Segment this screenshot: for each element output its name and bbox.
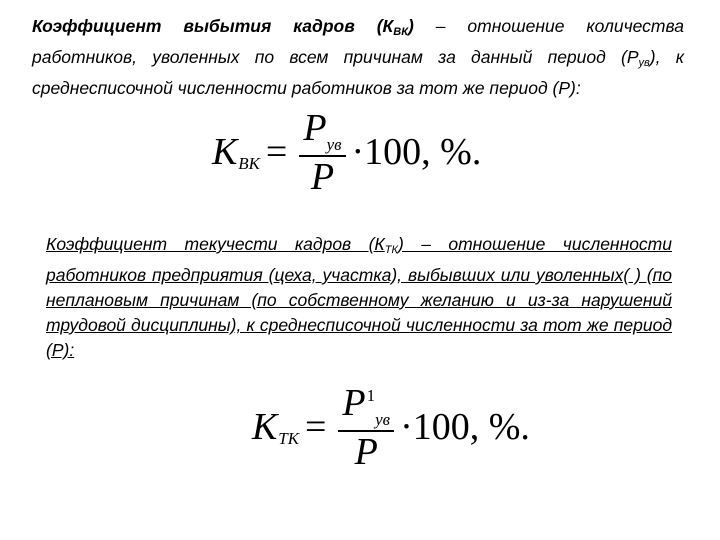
definition2-text-b: ) – отношение численности работников предприятия (цеха, участка), выбывших или уволенных( ) (по неплановым причинам (по собственному желанию и из-за нарушений трудовой дисциплины), к среднесписочной численности за тот же период (Р): — [46, 234, 672, 360]
definition2-subscript: ТК — [384, 244, 398, 256]
equals-sign: = — [265, 131, 288, 174]
definition-text-b: ), к среднесписочной численности работников за тот же период (Р): — [32, 47, 684, 98]
numerator-subscript: ув — [326, 135, 342, 154]
formula2-lhs-subscript: ТК — [278, 429, 299, 449]
definition-text-a: – отношение количества работников, уволенных по всем причинам за данный период (Р — [32, 16, 684, 67]
formula-tail: ·100, %. — [400, 406, 530, 449]
denominator: P — [354, 430, 378, 473]
term-close: ) — [408, 16, 414, 36]
equals-sign: = — [304, 406, 327, 449]
fraction — [299, 108, 345, 197]
numerator — [299, 108, 345, 155]
term-subscript: ВК — [393, 26, 409, 38]
fraction — [338, 383, 394, 472]
formula-staff-turnover — [252, 383, 530, 472]
definition-turnover-ratio — [32, 14, 684, 101]
numerator-symbol: P — [303, 107, 327, 149]
denominator: P — [310, 155, 335, 198]
definition2-text-a: Коэффициент текучести кадров (К — [46, 234, 385, 254]
numerator-subscript: ув — [375, 410, 391, 429]
numerator — [338, 383, 394, 430]
definition-subscript: ув — [638, 57, 650, 69]
formula-tail: ·100, %. — [351, 131, 482, 174]
numerator-superscript: 1 — [366, 386, 376, 405]
formula2-lhs: К — [252, 406, 278, 449]
definition-staff-turnover — [46, 232, 672, 363]
formula-lhs-subscript: ВК — [238, 154, 260, 174]
formula-lhs: К — [212, 131, 238, 174]
formula-turnover-ratio — [212, 108, 481, 197]
term-text: Коэффициент выбытия кадров (К — [32, 16, 394, 36]
numerator-symbol: P — [342, 382, 366, 424]
term-turnover-ratio — [32, 16, 414, 36]
